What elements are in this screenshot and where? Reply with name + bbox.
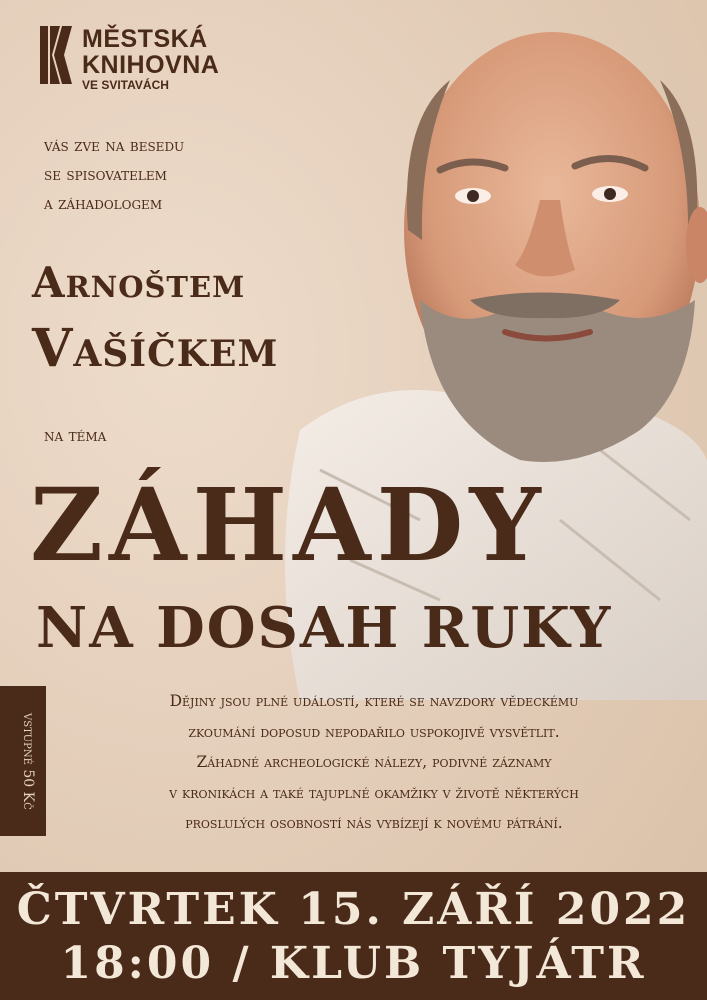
description-line-1: Dějiny jsou plné událostí, které se navzdory vědeckému bbox=[169, 692, 579, 710]
invitation-text bbox=[44, 132, 184, 219]
speaker-last-name: Vašíčkem bbox=[32, 318, 279, 379]
invite-line-2: se spisovatelem bbox=[44, 165, 167, 185]
event-time-place: 18:00 / KLUB TYJÁTR bbox=[60, 938, 647, 989]
library-logo-icon bbox=[40, 26, 76, 84]
event-title: ZÁHADY bbox=[30, 466, 547, 584]
speaker-first-name: Arnoštem bbox=[32, 258, 246, 307]
description-line-4: v kronikách a také tajuplné okamžiky v životě některých bbox=[169, 783, 579, 802]
event-subtitle: NA DOSAH RUKY bbox=[36, 595, 613, 661]
description-line-2: zkoumání doposud nepodařilo uspokojivě vysvětlit. bbox=[188, 722, 560, 741]
event-date: ČTVRTEK 15. ZÁŘÍ 2022 bbox=[16, 884, 691, 935]
logo-line-3: VE SVITAVÁCH bbox=[82, 78, 169, 92]
library-logo bbox=[40, 26, 219, 92]
description-line-5: proslulých osobností nás vybízejí k novému pátrání. bbox=[185, 814, 563, 832]
logo-line-2: KNIHOVNA bbox=[82, 51, 220, 79]
entry-fee-badge bbox=[0, 686, 46, 836]
topic-label: na téma bbox=[44, 426, 107, 446]
event-description bbox=[58, 686, 690, 839]
description-line-3: Záhadné archeologické nálezy, podivné záznamy bbox=[196, 753, 552, 771]
invite-line-3: a záhadologem bbox=[44, 194, 163, 214]
entry-fee-text: vstupné 50 Kč bbox=[20, 712, 36, 810]
invite-line-1: vás zve na besedu bbox=[44, 136, 185, 156]
logo-line-1: MĚSTSKÁ bbox=[82, 25, 208, 53]
